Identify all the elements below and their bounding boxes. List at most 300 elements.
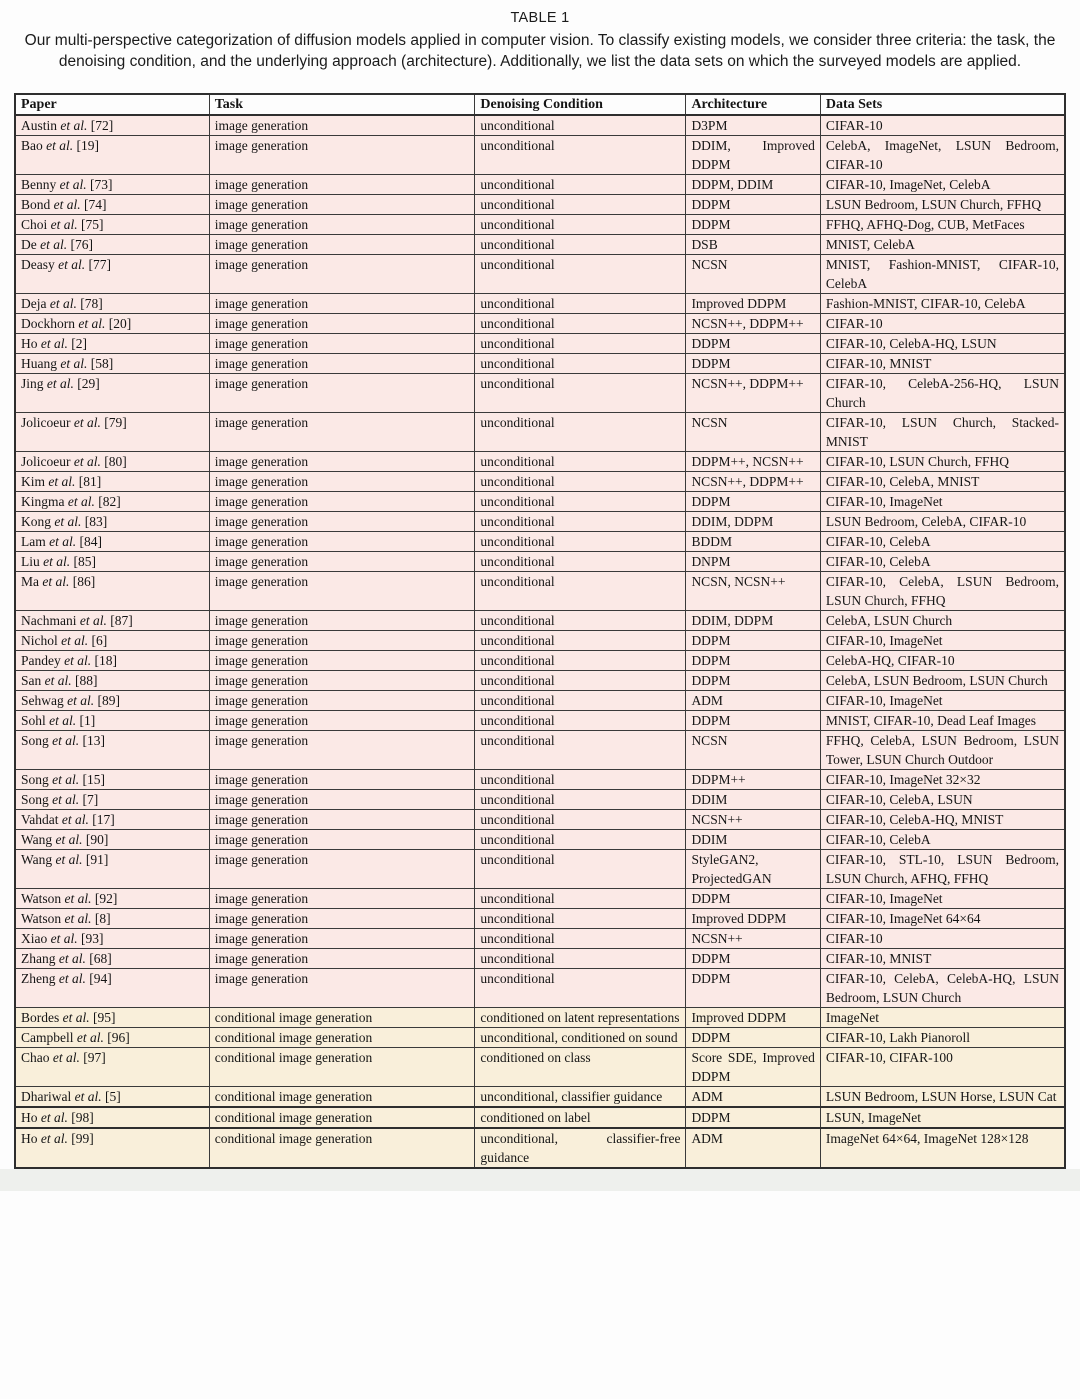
condition-cell: unconditional (475, 136, 686, 175)
paper-reference: [1] (79, 713, 96, 728)
paper-author: Song (21, 733, 49, 748)
task-cell: image generation (209, 770, 475, 790)
task-cell: image generation (209, 532, 475, 552)
paper-reference: [68] (89, 951, 112, 966)
table-row (15, 572, 1065, 611)
paper-author: Zhang (21, 951, 56, 966)
architecture-cell: DDPM (686, 334, 820, 354)
architecture-cell: NCSN++ (686, 929, 820, 949)
datasets-cell: CIFAR-10, CelebA, CelebA-HQ, LSUN Bedroom, LSUN Church (820, 969, 1065, 1008)
condition-cell: unconditional (475, 175, 686, 195)
paper-reference: [86] (72, 574, 96, 589)
etal-label: et al. (53, 197, 81, 212)
architecture-cell: NCSN++ (686, 810, 820, 830)
architecture-cell: DNPM (686, 552, 820, 572)
architecture-cell: DSB (686, 235, 820, 255)
datasets-cell: CIFAR-10, CelebA (820, 532, 1065, 552)
paper-author: Lam (21, 534, 46, 549)
paper-author: Pandey (21, 653, 61, 668)
table-row (15, 1028, 1065, 1048)
etal-label: et al. (43, 554, 71, 569)
condition-cell: unconditional (475, 711, 686, 731)
paper-cell (15, 810, 209, 830)
column-header-architecture: Architecture (686, 94, 820, 115)
table-row (15, 929, 1065, 949)
table-row (15, 413, 1065, 452)
paper-reference: [2] (71, 336, 87, 351)
paper-author: Jing (21, 376, 44, 391)
datasets-cell: CIFAR-10, ImageNet 64×64 (820, 909, 1065, 929)
etal-label: et al. (40, 237, 68, 252)
paper-cell (15, 1087, 209, 1108)
architecture-cell: DDIM, DDPM (686, 512, 820, 532)
table-row (15, 731, 1065, 770)
table-row (15, 175, 1065, 195)
paper-author: Huang (21, 356, 57, 371)
paper-reference: [85] (73, 554, 96, 569)
task-cell: image generation (209, 572, 475, 611)
paper-cell (15, 235, 209, 255)
paper-reference: [6] (91, 633, 108, 648)
paper-cell (15, 1028, 209, 1048)
task-cell: image generation (209, 512, 475, 532)
etal-label: et al. (64, 653, 92, 668)
task-cell: image generation (209, 929, 475, 949)
architecture-cell: DDIM (686, 830, 820, 850)
etal-label: et al. (60, 356, 88, 371)
etal-label: et al. (54, 514, 82, 529)
condition-cell: unconditional (475, 929, 686, 949)
paper-reference: [77] (88, 257, 111, 272)
table-row (15, 631, 1065, 651)
paper-cell (15, 790, 209, 810)
paper-author: Wang (21, 832, 53, 847)
task-cell: conditional image generation (209, 1028, 475, 1048)
etal-label: et al. (40, 1131, 68, 1146)
condition-cell: unconditional (475, 413, 686, 452)
paper-cell (15, 611, 209, 631)
datasets-cell: Fashion-MNIST, CIFAR-10, CelebA (820, 294, 1065, 314)
paper-author: Deasy (21, 257, 55, 272)
task-cell: image generation (209, 651, 475, 671)
paper-reference: [7] (82, 792, 99, 807)
paper-cell (15, 572, 209, 611)
datasets-cell: CelebA, ImageNet, LSUN Bedroom, CIFAR-10 (820, 136, 1065, 175)
condition-cell: unconditional (475, 512, 686, 532)
paper-author: Benny (21, 177, 57, 192)
etal-label: et al. (67, 693, 95, 708)
paper-reference: [97] (83, 1050, 106, 1065)
paper-reference: [72] (90, 118, 114, 133)
task-cell: image generation (209, 731, 475, 770)
condition-cell: unconditional (475, 830, 686, 850)
paper-reference: [91] (85, 852, 109, 867)
paper-reference: [95] (93, 1010, 116, 1025)
paper-author: Jolicoeur (21, 454, 71, 469)
condition-cell: unconditional (475, 969, 686, 1008)
paper-author: Watson (21, 891, 62, 906)
datasets-cell: CIFAR-10, CelebA (820, 552, 1065, 572)
paper-cell (15, 1107, 209, 1128)
task-cell: image generation (209, 115, 475, 136)
task-cell: image generation (209, 195, 475, 215)
paper-cell (15, 314, 209, 334)
table-row (15, 770, 1065, 790)
paper-reference: [20] (108, 316, 132, 331)
architecture-cell: Improved DDPM (686, 294, 820, 314)
architecture-cell: DDPM (686, 711, 820, 731)
datasets-cell: CIFAR-10, CIFAR-100 (820, 1048, 1065, 1087)
paper-author: Sehwag (21, 693, 64, 708)
task-cell: image generation (209, 472, 475, 492)
table-row (15, 532, 1065, 552)
datasets-cell: CIFAR-10, MNIST (820, 949, 1065, 969)
paper-cell (15, 413, 209, 452)
table-row (15, 889, 1065, 909)
paper-reference: [84] (79, 534, 102, 549)
paper-author: Nichol (21, 633, 58, 648)
column-header-data-sets: Data Sets (820, 94, 1065, 115)
paper-author: Chao (21, 1050, 50, 1065)
datasets-cell: CIFAR-10 (820, 929, 1065, 949)
etal-label: et al. (50, 217, 78, 232)
table-row (15, 830, 1065, 850)
etal-label: et al. (46, 138, 74, 153)
datasets-cell: CIFAR-10, LSUN Church, FFHQ (820, 452, 1065, 472)
paper-author: Bond (21, 197, 51, 212)
table-row (15, 492, 1065, 512)
paper-cell (15, 374, 209, 413)
datasets-cell: CIFAR-10, CelebA, LSUN Bedroom, LSUN Church, FFHQ (820, 572, 1065, 611)
paper-reference: [5] (104, 1089, 121, 1104)
paper-cell (15, 909, 209, 929)
etal-label: et al. (55, 832, 83, 847)
task-cell: image generation (209, 969, 475, 1008)
paper-reference: [87] (110, 613, 133, 628)
paper-author: Nachmani (21, 613, 77, 628)
datasets-cell: CIFAR-10 (820, 314, 1065, 334)
datasets-cell: CIFAR-10, CelebA, MNIST (820, 472, 1065, 492)
paper-cell (15, 889, 209, 909)
datasets-cell: CIFAR-10, ImageNet (820, 631, 1065, 651)
task-cell: image generation (209, 949, 475, 969)
paper-cell (15, 969, 209, 1008)
task-cell: image generation (209, 631, 475, 651)
paper-cell (15, 136, 209, 175)
datasets-cell: CIFAR-10 (820, 115, 1065, 136)
task-cell: conditional image generation (209, 1128, 475, 1168)
condition-cell: unconditional (475, 909, 686, 929)
condition-cell: unconditional (475, 472, 686, 492)
datasets-cell: CIFAR-10, ImageNet (820, 889, 1065, 909)
paper-cell (15, 452, 209, 472)
etal-label: et al. (76, 1030, 104, 1045)
table-row (15, 691, 1065, 711)
condition-cell: unconditional (475, 374, 686, 413)
table-row (15, 810, 1065, 830)
condition-cell: unconditional (475, 294, 686, 314)
condition-cell: unconditional (475, 552, 686, 572)
task-cell: image generation (209, 175, 475, 195)
condition-cell: unconditional (475, 810, 686, 830)
paper-author: Liu (21, 554, 40, 569)
paper-cell (15, 651, 209, 671)
table-row (15, 472, 1065, 492)
table-row (15, 136, 1065, 175)
task-cell: conditional image generation (209, 1087, 475, 1108)
datasets-cell: CelebA-HQ, CIFAR-10 (820, 651, 1065, 671)
etal-label: et al. (40, 1110, 68, 1125)
etal-label: et al. (46, 376, 74, 391)
datasets-cell: CIFAR-10, ImageNet, CelebA (820, 175, 1065, 195)
table-row (15, 374, 1065, 413)
condition-cell: unconditional (475, 215, 686, 235)
table-row (15, 512, 1065, 532)
task-cell: image generation (209, 374, 475, 413)
task-cell: conditional image generation (209, 1048, 475, 1087)
paper-cell (15, 850, 209, 889)
table-row (15, 1048, 1065, 1087)
paper-cell (15, 1048, 209, 1087)
paper-cell (15, 354, 209, 374)
architecture-cell: DDPM (686, 195, 820, 215)
datasets-cell: ImageNet 64×64, ImageNet 128×128 (820, 1128, 1065, 1168)
datasets-cell: CIFAR-10, STL-10, LSUN Bedroom, LSUN Church, AFHQ, FFHQ (820, 850, 1065, 889)
datasets-cell: CIFAR-10, MNIST (820, 354, 1065, 374)
paper-reference: [96] (107, 1030, 130, 1045)
condition-cell: unconditional (475, 671, 686, 691)
paper-reference: [82] (98, 494, 121, 509)
condition-cell: unconditional (475, 235, 686, 255)
etal-label: et al. (64, 891, 92, 906)
table-row (15, 215, 1065, 235)
architecture-cell: DDPM (686, 1028, 820, 1048)
paper-cell (15, 731, 209, 770)
etal-label: et al. (73, 454, 101, 469)
paper-cell (15, 631, 209, 651)
etal-label: et al. (44, 673, 72, 688)
table-row (15, 909, 1065, 929)
datasets-cell: LSUN Bedroom, LSUN Horse, LSUN Cat (820, 1087, 1065, 1108)
condition-cell: unconditional (475, 492, 686, 512)
paper-reference: [93] (81, 931, 104, 946)
paper-cell (15, 711, 209, 731)
table-row (15, 294, 1065, 314)
etal-label: et al. (58, 257, 86, 272)
etal-label: et al. (49, 713, 77, 728)
column-header-denoising-condition: Denoising Condition (475, 94, 686, 115)
paper-reference: [75] (81, 217, 104, 232)
paper-reference: [13] (82, 733, 106, 748)
paper-author: Bao (21, 138, 43, 153)
task-cell: image generation (209, 492, 475, 512)
task-cell: image generation (209, 691, 475, 711)
table-row (15, 115, 1065, 136)
etal-label: et al. (58, 971, 86, 986)
paper-cell (15, 949, 209, 969)
paper-author: Kong (21, 514, 51, 529)
paper-cell (15, 472, 209, 492)
architecture-cell: DDPM (686, 671, 820, 691)
etal-label: et al. (50, 931, 78, 946)
condition-cell: unconditional (475, 354, 686, 374)
architecture-cell: NCSN++, DDPM++ (686, 374, 820, 413)
condition-cell: unconditional (475, 255, 686, 294)
datasets-cell: FFHQ, AFHQ-Dog, CUB, MetFaces (820, 215, 1065, 235)
paper-reference: [89] (97, 693, 120, 708)
condition-cell: conditioned on latent representations (475, 1008, 686, 1028)
architecture-cell: NCSN (686, 413, 820, 452)
etal-label: et al. (73, 415, 101, 430)
paper-reference: [98] (71, 1110, 94, 1125)
paper-author: Sohl (21, 713, 46, 728)
paper-cell (15, 255, 209, 294)
datasets-cell: LSUN Bedroom, CelebA, CIFAR-10 (820, 512, 1065, 532)
datasets-cell: CelebA, LSUN Bedroom, LSUN Church (820, 671, 1065, 691)
condition-cell: unconditional, classifier-free guidance (475, 1128, 686, 1168)
paper-author: Song (21, 772, 49, 787)
table-row (15, 1008, 1065, 1028)
architecture-cell: Score SDE, Improved DDPM (686, 1048, 820, 1087)
datasets-cell: CIFAR-10, ImageNet (820, 492, 1065, 512)
condition-cell: unconditional (475, 651, 686, 671)
datasets-cell: FFHQ, CelebA, LSUN Bedroom, LSUN Tower, LSUN Church Outdoor (820, 731, 1065, 770)
task-cell: image generation (209, 255, 475, 294)
paper-reference: [29] (77, 376, 100, 391)
paper-cell (15, 512, 209, 532)
etal-label: et al. (61, 633, 89, 648)
etal-label: et al. (52, 1050, 80, 1065)
datasets-cell: CIFAR-10, Lakh Pianoroll (820, 1028, 1065, 1048)
paper-author: Jolicoeur (21, 415, 71, 430)
task-cell: image generation (209, 552, 475, 572)
header-row (15, 94, 1065, 115)
condition-cell: unconditional (475, 731, 686, 770)
architecture-cell: BDDM (686, 532, 820, 552)
paper-author: Watson (21, 911, 62, 926)
table-row (15, 1107, 1065, 1128)
task-cell: image generation (209, 294, 475, 314)
paper-cell (15, 929, 209, 949)
paper-reference: [58] (90, 356, 114, 371)
paper-author: Bordes (21, 1010, 60, 1025)
paper-reference: [99] (71, 1131, 94, 1146)
paper-author: Zheng (21, 971, 56, 986)
paper-author: De (21, 237, 37, 252)
task-cell: image generation (209, 810, 475, 830)
paper-author: Campbell (21, 1030, 74, 1045)
paper-author: Dhariwal (21, 1089, 72, 1104)
paper-author: Wang (21, 852, 53, 867)
paper-author: Choi (21, 217, 48, 232)
paper-cell (15, 671, 209, 691)
etal-label: et al. (64, 911, 92, 926)
condition-cell: unconditional (475, 691, 686, 711)
table-row (15, 850, 1065, 889)
etal-label: et al. (78, 316, 106, 331)
architecture-cell: DDPM++, NCSN++ (686, 452, 820, 472)
architecture-cell: DDPM (686, 354, 820, 374)
task-cell: image generation (209, 334, 475, 354)
architecture-cell: DDPM (686, 492, 820, 512)
condition-cell: unconditional (475, 770, 686, 790)
etal-label: et al. (40, 336, 68, 351)
task-cell: image generation (209, 671, 475, 691)
datasets-cell: MNIST, Fashion-MNIST, CIFAR-10, CelebA (820, 255, 1065, 294)
paper-cell (15, 115, 209, 136)
architecture-cell: DDPM, DDIM (686, 175, 820, 195)
paper-cell (15, 552, 209, 572)
condition-cell: unconditional (475, 611, 686, 631)
paper-author: Austin (21, 118, 58, 133)
table-label: TABLE 1 (510, 10, 570, 26)
etal-label: et al. (67, 494, 95, 509)
diffusion-models-categorization-table (14, 93, 1066, 1169)
paper-reference: [92] (94, 891, 118, 906)
paper-cell (15, 691, 209, 711)
table-row (15, 651, 1065, 671)
paper-author: Vahdat (21, 812, 59, 827)
paper-reference: [8] (94, 911, 111, 926)
architecture-cell: Improved DDPM (686, 1008, 820, 1028)
architecture-cell: NCSN, NCSN++ (686, 572, 820, 611)
etal-label: et al. (62, 1010, 90, 1025)
condition-cell: unconditional (475, 572, 686, 611)
etal-label: et al. (52, 733, 80, 748)
condition-cell: unconditional (475, 532, 686, 552)
table-row (15, 334, 1065, 354)
architecture-cell: NCSN (686, 731, 820, 770)
paper-cell (15, 830, 209, 850)
paper-cell (15, 195, 209, 215)
etal-label: et al. (60, 118, 88, 133)
architecture-cell: NCSN (686, 255, 820, 294)
task-cell: image generation (209, 830, 475, 850)
architecture-cell: DDPM++ (686, 770, 820, 790)
datasets-cell: CIFAR-10, CelebA-HQ, MNIST (820, 810, 1065, 830)
task-cell: image generation (209, 790, 475, 810)
architecture-cell: DDPM (686, 969, 820, 1008)
etal-label: et al. (49, 534, 77, 549)
datasets-cell: CIFAR-10, CelebA-HQ, LSUN (820, 334, 1065, 354)
datasets-cell: MNIST, CelebA (820, 235, 1065, 255)
paper-reference: [79] (104, 415, 127, 430)
etal-label: et al. (52, 772, 80, 787)
condition-cell: unconditional, conditioned on sound (475, 1028, 686, 1048)
paper-reference: [73] (90, 177, 113, 192)
paper-cell (15, 1128, 209, 1168)
paper-author: Song (21, 792, 49, 807)
architecture-cell: StyleGAN2, ProjectedGAN (686, 850, 820, 889)
etal-label: et al. (42, 574, 70, 589)
table-row (15, 711, 1065, 731)
condition-cell: unconditional (475, 334, 686, 354)
datasets-cell: CelebA, LSUN Church (820, 611, 1065, 631)
task-cell: image generation (209, 850, 475, 889)
task-cell: image generation (209, 711, 475, 731)
paper-reference: [90] (85, 832, 109, 847)
architecture-cell: DDPM (686, 651, 820, 671)
condition-cell: unconditional (475, 314, 686, 334)
architecture-cell: DDIM, Improved DDPM (686, 136, 820, 175)
table-row (15, 255, 1065, 294)
paper-cell (15, 770, 209, 790)
architecture-cell: DDPM (686, 949, 820, 969)
paper-reference: [17] (92, 812, 115, 827)
paper-cell (15, 1008, 209, 1028)
paper-reference: [18] (94, 653, 117, 668)
condition-cell: unconditional (475, 452, 686, 472)
